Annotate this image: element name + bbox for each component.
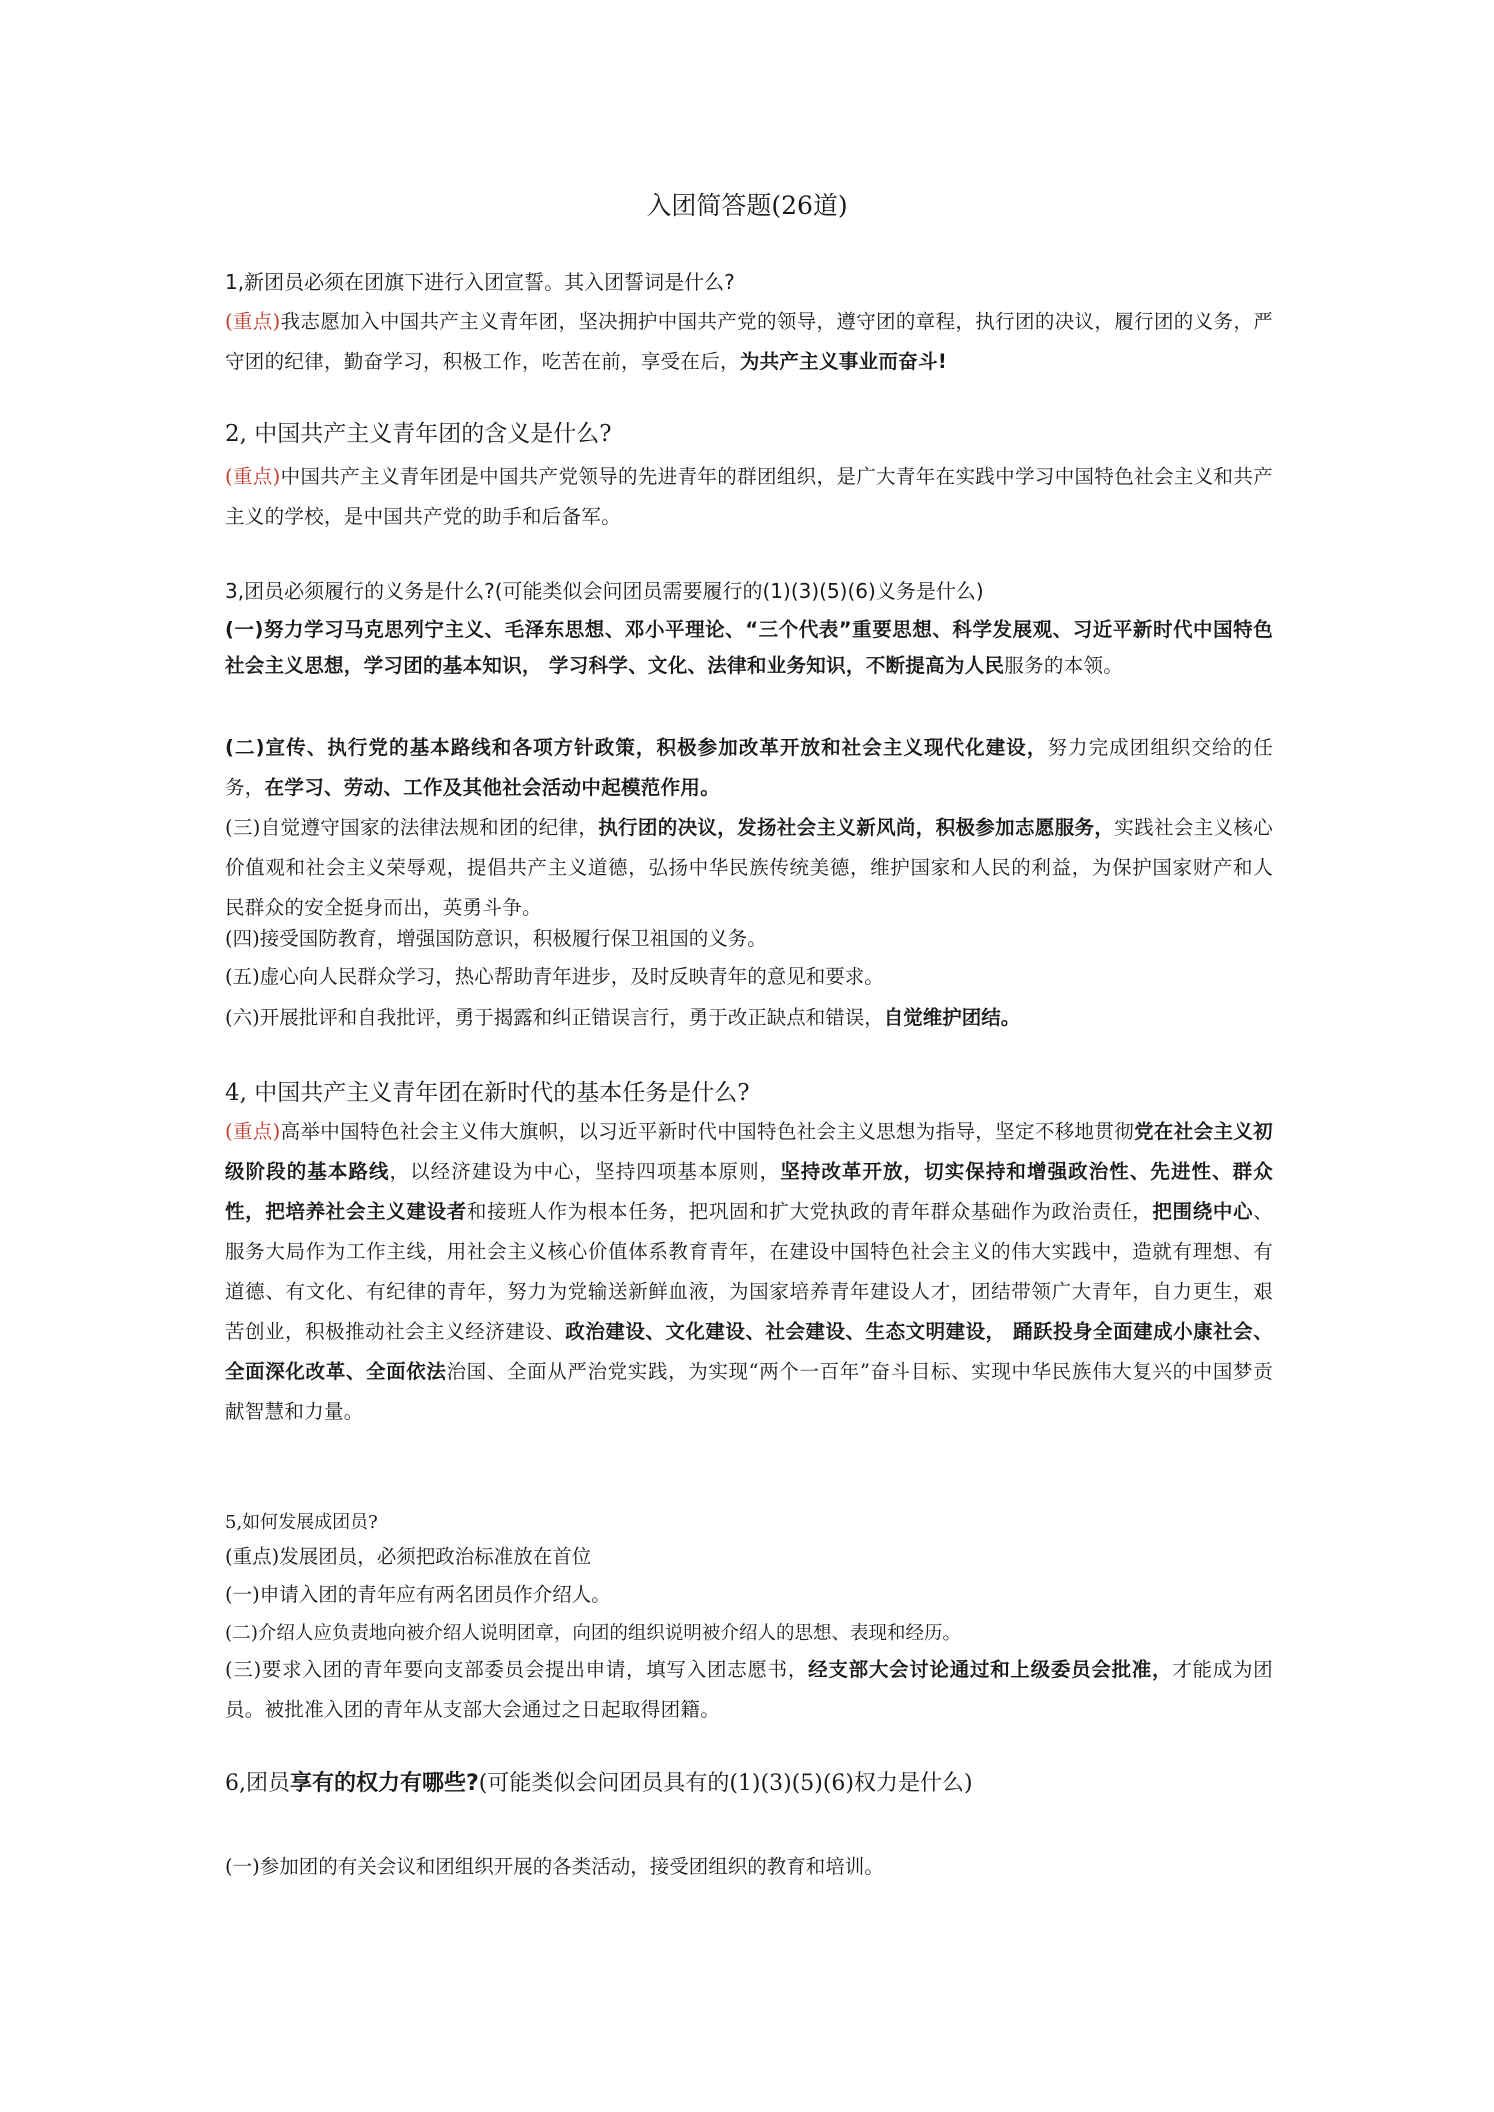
answer-4-s8: 政治建设、文化建设、社会建设、生态文明建设， 踊跃投身全面建成小康社会、全面深化改革、全面依法 [225,1320,1273,1383]
question-5: 5,如何发展成团员? [225,1512,378,1533]
answer-1 [225,302,1273,382]
answer-5-line-2: (一)申请入团的青年应有两名团员作介绍人。 [225,1583,611,1606]
question-1: 1,新团员必须在团旗下进行入团宣誓。其入团誓词是什么? [225,270,735,294]
question-2: 2, 中国共产主义青年团的含义是什么? [225,421,612,447]
answer-1-text: 我志愿加入中国共产主义青年团，坚决拥护中国共产党的领导，遵守团的章程，执行团的决议，履行团的义务，严守团的纪律，勤奋学习，积极工作，吃苦在前，享受在后， [225,310,1273,373]
duty-2-text: 努力完成团组织交给的任务， [225,736,1273,799]
answer-4-s4: 坚持改革开放，切实保持和增强政治性、先进性、群众性，把培养社会主义建设者 [225,1160,1274,1223]
answer-2-text: 中国共产主义青年团是中国共产党领导的先进青年的群团组织，是广大青年在实践中学习中国特色社会主义和共产主义的学校，是中国共产党的助手和后备军。 [225,465,1273,528]
duty-3 [225,808,1273,928]
answer-4-s1: 高举中国特色社会主义伟大旗帜，以习近平新时代中国特色社会主义思想为指导，坚定不移地贯彻 [280,1120,1135,1143]
answer-4 [225,1112,1273,1432]
duty-6-bold: 自觉维护团结。 [883,1006,1021,1029]
answer-4-s9: 治国、全面从严治党实践，为实现“两个一百年”奋斗目标、实现中华民族伟大复兴的中国梦贡献智慧和力量。 [225,1360,1273,1423]
duty-2-bold: (二)宣传、执行党的基本路线和各项方针政策，积极参加改革开放和社会主义现代化建设， [225,736,1048,759]
answer-4-s2: 党在社会主义初级阶段的基本路线 [225,1120,1273,1183]
duty-1 [225,612,1273,684]
answer-5-line-4-text: (三)要求入团的青年要向支部委员会提出申请，填写入团志愿书， [225,1658,809,1681]
answer-4-s7: 、服务大局作为工作主线，用社会主义核心价值体系教育青年，在建设中国特色社会主义的伟大实践中，造就有理想、有道德、有文化、有纪律的青年，努力为党输送新鲜血液，为国家培养青年建设人才，团结带领广大青年，自力更生，艰苦创业，积极推动社会主义经济建设、 [225,1200,1273,1343]
duty-6-text: (六)开展批评和自我批评，勇于揭露和纠正错误言行，勇于改正缺点和错误， [225,1006,884,1029]
question-6-bold: 享有的权力有哪些? [290,1771,479,1796]
question-6 [225,1769,1273,1799]
duty-4: (四)接受国防教育，增强国防意识，积极履行保卫祖国的义务。 [225,927,767,950]
question-4: 4, 中国共产主义青年团在新时代的基本任务是什么? [225,1080,750,1106]
answer-4-s3: ，以经济建设为中心，坚持四项基本原则， [389,1160,781,1183]
duty-3-bold: 执行团的决议，发扬社会主义新风尚，积极参加志愿服务， [598,816,1115,839]
question-6-a: 6,团员 [225,1771,290,1796]
question-6-c: (可能类似会问团员具有的(1)(3)(5)(6)权力是什么) [478,1771,973,1796]
answer-2 [225,457,1273,537]
document-title: 入团简答题(26道) [646,191,848,220]
duty-2-bold-end: 在学习、劳动、工作及其他社会活动中起模范作用。 [264,776,721,799]
answer-5-line-4 [225,1650,1273,1730]
duty-3-end: 实践社会主义核心价值观和社会主义荣辱观，提倡共产主义道德，弘扬中华民族传统美德，维护国家和人民的利益，为保护国家财产和人民群众的安全挺身而出，英勇斗争。 [225,816,1273,919]
answer-5-line-3: (二)介绍人应负责地向被介绍人说明团章，向团的组织说明被介绍人的思想、表现和经历。 [225,1623,961,1644]
answer-4-s6: 把围绕中心 [1152,1200,1254,1223]
answer-1-bold: 为共产主义事业而奋斗! [739,350,948,373]
answer-4-s5: 和接班人作为根本任务，把巩固和扩大党执政的青年群众基础作为政治责任， [466,1200,1153,1223]
answer-5-line-4-bold: 经支部大会讨论通过和上级委员会批准， [808,1658,1173,1681]
duty-1-bold: (一)努力学习马克思列宁主义、毛泽东思想、邓小平理论、“三个代表”重要思想、科学发展观、习近平新时代中国特色社会主义思想，学习团的基本知识， 学习科学、文化、法律和业务知识，不断提高为人民 [225,618,1273,677]
key-point-tag: (重点) [225,1120,281,1143]
answer-5-line-4-end: 才能成为团员。被批准入团的青年从支部大会通过之日起取得团籍。 [225,1658,1273,1721]
key-point-tag: (重点) [225,310,281,333]
duty-3-text: (三)自觉遵守国家的法律法规和团的纪律， [225,816,599,839]
answer-5-line-1: (重点)发展团员，必须把政治标准放在首位 [225,1545,592,1568]
key-point-tag: (重点) [225,465,281,488]
duty-2 [225,728,1273,808]
duty-5: (五)虚心向人民群众学习，热心帮助青年进步，及时反映青年的意见和要求。 [225,965,884,988]
duty-6 [225,1003,1273,1033]
question-3: 3,团员必须履行的义务是什么?(可能类似会问团员需要履行的(1)(3)(5)(6)义务是什么) [225,579,984,603]
right-1: (一)参加团的有关会议和团组织开展的各类活动，接受团组织的教育和培训。 [225,1855,884,1878]
duty-1-end: 服务的本领。 [1004,654,1124,677]
